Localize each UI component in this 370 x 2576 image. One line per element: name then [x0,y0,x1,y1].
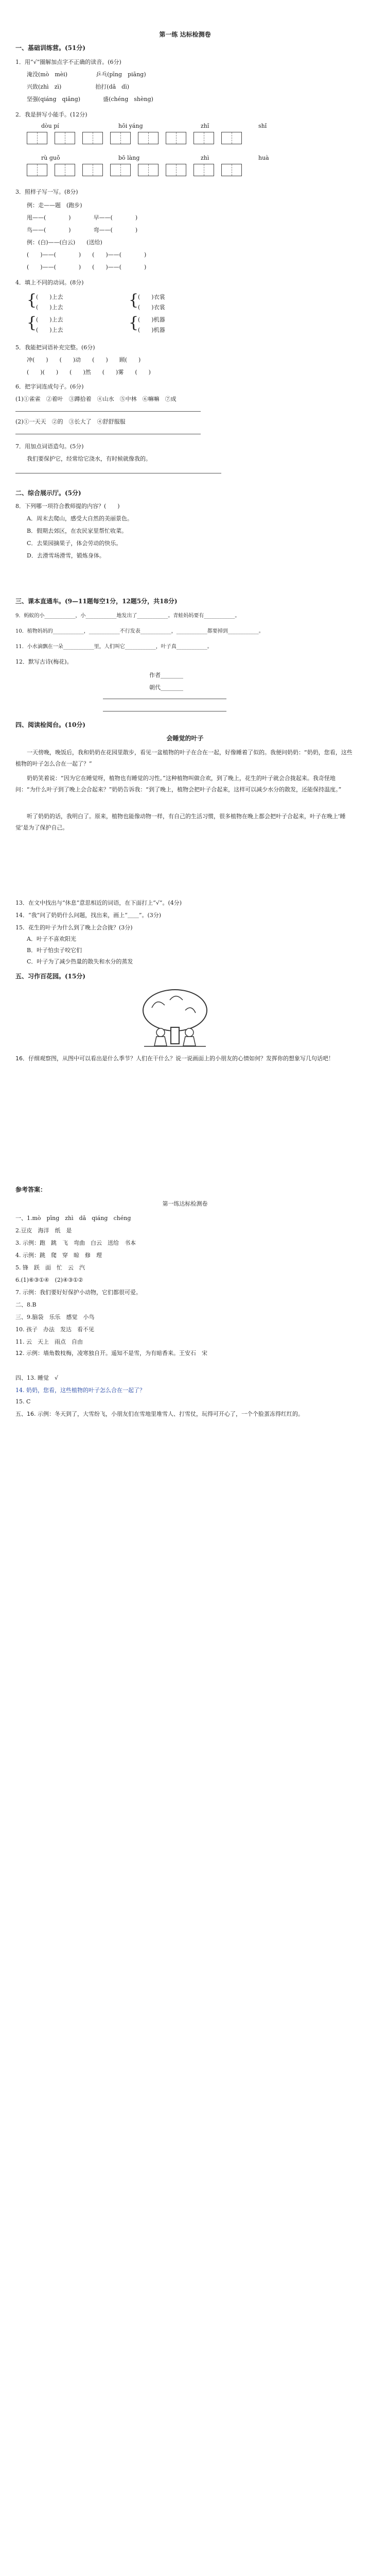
question-1-line-2: 兴致(zhì zì) 拍打(dǎ dì) [27,83,130,90]
question-4-item: ( )衣裳 [138,304,165,311]
brace-symbol: { [27,314,37,332]
question-6-stem: 6．把字词连成句子。(6分) [15,383,84,390]
pinyin-label: bō làng [118,155,140,161]
question-14: 14．“我”问了奶奶什么问题，找出来，画上“＿＿”。(3分) [15,912,162,919]
answer-9: 三、9.脑袋 乐乐 感觉 小鸟 [15,1314,95,1320]
question-4-stem: 4．填上不同的动词。(8分) [15,279,84,286]
writing-grid-row-1 [27,132,242,144]
section-heading-reading: 四、阅读检阅台。(10分) [15,721,86,728]
question-3-stem: 3．照样子写一写。(8分) [15,189,78,195]
pinyin-label: rù guǒ [41,155,60,161]
question-5-line-2: ( )( ) ( )然 ( )雾 ( ) [27,369,151,376]
writing-box[interactable] [110,132,131,144]
writing-box[interactable] [193,164,214,176]
writing-box[interactable] [166,164,186,176]
question-15-option-b[interactable]: B．叶子怕虫子咬它们 [27,947,82,954]
question-5-line-1: 冲( ) ( )动 ( ) 顾( ) [27,357,141,363]
answer-16: 五、16. 示例：冬天到了，大雪纷飞，小朋友们在雪地里堆雪人、打雪仗，玩得可开心了，一个个脸蛋冻得红红的。 [15,1411,304,1417]
writing-box[interactable] [166,132,186,144]
pinyin-label: shǐ [258,123,267,129]
pinyin-label: huà [258,155,269,161]
question-3-line-1: 甩——( ) 早——( ) [27,214,138,221]
writing-box[interactable] [55,132,75,144]
answer-line[interactable] [15,411,201,412]
answer-14: 14. 奶奶，您看，这些植物的叶子怎么合在一起了？ [15,1387,145,1394]
section-heading-comprehensive: 二、综合展示厅。(5分) [15,489,81,497]
question-4-item: ( )上去 [36,304,63,311]
answer-12: 12. 示例：墙角数枝梅，凌寒独自开。遥知不是雪，为有暗香来。王安石 宋 [15,1350,207,1357]
question-8-option-b[interactable]: B．假期去郊区，在农民家里帮忙收菜。 [27,528,128,534]
answer-6: 6.(1)⑥③①④ (2)④③①② [15,1277,83,1283]
question-3-line-4: ( )——( ) ( )——( ) [27,264,147,270]
section-heading-basics: 一、基础训练营。(51分) [15,44,86,52]
section-heading-textbook: 三、课本直通车。(9—11题每空1分，12题5分，共18分) [15,598,178,605]
answer-8: 二、8.B [15,1301,37,1308]
question-1-line-1: 淹没(mò mèi) 乒乓(pīng piāng) [27,71,146,78]
poem-dynasty: 朝代________ [149,684,183,691]
poem-author: 作者________ [149,672,183,679]
answer-7: 7. 示例：我们要好好保护小动物，它们都很可爱。 [15,1289,142,1296]
question-11: 11．小水滴飘在一朵____________里，人们叫它____________，叶子真____________。 [15,644,213,650]
writing-box[interactable] [221,164,242,176]
question-4-item: ( )上去 [36,316,63,323]
section-heading-writing: 五、习作百花园。(15分) [15,973,86,980]
question-15-option-c[interactable]: C．叶子为了减少热量的散失和水分的蒸发 [27,958,133,965]
question-7-line-1: 我们要保护它，经常给它浇水，有时候就像我的。 [27,455,151,462]
question-6-line-2: (2)①一天天 ②的 ③长大了 ④舒舒服服 [15,418,126,425]
question-3-line-3: ( )——( ) ( )——( ) [27,251,147,258]
brace-symbol: { [27,291,37,309]
answer-1: 一、1.mò pīng zhì dǎ qiáng chéng [15,1215,131,1222]
question-8-stem: 8．下列哪一项符合教师提的内容？( ) [15,503,120,510]
answer-13: 四、13. 睡觉 √ [15,1375,58,1381]
writing-box[interactable] [82,132,103,144]
answer-11: 11. 云 天上 雨点 自由 [15,1338,83,1345]
question-4-item: ( )机器 [138,316,165,323]
writing-box[interactable] [110,164,131,176]
question-12-stem: 12．默写古诗(梅花)。 [15,658,73,665]
brace-symbol: { [129,314,139,332]
writing-box[interactable] [138,164,158,176]
question-15-stem: 15．花生的叶子为什么到了晚上会合拢？(3分) [15,924,133,931]
page-title: 第一练 达标检测卷 [159,31,211,38]
story-paragraph-3: 听了奶奶的话，我明白了。原来，植物也能像动物一样，有自己的生活习惯，很多植物在晚上都会把叶子合起来，叶子在晚上‘睡觉’是为了保护自己。 [15,813,346,831]
pinyin-label: zhì [201,155,209,161]
question-15-option-a[interactable]: A．叶子不喜欢阳光 [27,936,76,942]
question-1-line-3: 坚强(qiáng qiǎng) 盛(chéng shèng) [27,96,153,103]
answers-title: 第一练达标检测卷 [162,1200,208,1207]
question-13: 13．在文中找出与“休息”意思相近的词语，在下面打上“√”。(4分) [15,900,182,906]
question-6-line-1: (1)①雀雀 ②着叶 ③蹲拾着 ④山水 ⑤中林 ⑥嘛嘛 ⑦成 [15,396,177,402]
writing-grid-row-2 [27,164,242,176]
answers-heading: 参考答案： [15,1186,47,1193]
question-4-item: ( )机器 [138,327,165,333]
writing-box[interactable] [193,132,214,144]
illustration-children-tree-icon [134,987,216,1049]
pinyin-label: hōi yáng [118,123,143,129]
brace-symbol: { [129,291,139,309]
writing-box[interactable] [55,164,75,176]
story-title: 会睡觉的叶子 [166,735,204,742]
question-16: 16．仔细观察图，从图中可以看出是什么季节？人们在干什么？说一说画面上的小朋友的心情如何？发挥你的想象写几句话吧！ [15,1055,334,1062]
question-4-item: ( )衣裳 [138,294,165,300]
question-8-option-a[interactable]: A．周末去爬山，感受大自然的美丽景色。 [27,515,133,522]
writing-box[interactable] [138,132,158,144]
question-3-example-2: 例：(白)——(白云) (送给) [27,239,102,246]
answer-10: 10. 孩子 办法 发达 看不见 [15,1326,94,1333]
writing-box[interactable] [27,132,47,144]
story-paragraph-2: 奶奶笑着说：“因为它在睡觉呀，植物也有睡觉的习性。”这种植物叫做合欢，到了晚上，花生的叶子就会合拢起来。我奇怪地问：“为什么叶子到了晚上会合起来？”奶奶告诉我：“到了晚上，植物会把叶子合起来，这样可以减少水分的散发，还能保持温度。” [15,775,342,793]
question-8-option-d[interactable]: D．去滑雪场滑雪，锻炼身体。 [27,552,105,559]
pinyin-label: dòu pí [41,123,59,129]
question-2-stem: 2．我是拼写小能手。(12分) [15,111,87,118]
question-9: 9．蚂蚁的小____________，小____________地发出了____________。青蛙妈妈要有____________。 [15,613,240,619]
story-paragraph-1: 一天傍晚，晚饭后，我和奶奶在花园里散步，看见一盆植物的叶子在合在一起，好像睡着了似的。我便问奶奶：“奶奶，您看，这些植物的叶子怎么合在一起了？” [15,749,353,767]
question-3-line-2: 鸟——( ) 弯——( ) [27,227,138,233]
writing-box[interactable] [27,164,47,176]
question-4-item: ( )上去 [36,327,63,333]
writing-box[interactable] [221,132,242,144]
answer-5: 5. 锋 跃 面 忙 云 汽 [15,1264,85,1271]
answer-2: 2.豆皮 海洋 纸 是 [15,1227,72,1234]
question-3-example-1: 例：走——题 (跑步) [27,202,82,209]
answer-3: 3. 示例：跑 跳 飞 弯曲 白云 送给 书本 [15,1240,136,1246]
question-8-option-c[interactable]: C．去果园摘果子，体会劳动的快乐。 [27,540,122,547]
writing-box[interactable] [82,164,103,176]
question-5-stem: 5．我能把词语补充完整。(6分) [15,344,95,351]
question-4-item: ( )上去 [36,294,63,300]
question-7-stem: 7．用加点词语造句。(5分) [15,443,84,450]
question-1-stem: 1．用“√”圈解加点字不正确的读音。(6分) [15,59,121,65]
question-10: 10．植物妈妈的____________，____________不行发表____________，____________都要掉到____________。 [15,629,264,634]
answer-15: 15. C [15,1398,31,1405]
answer-4: 4. 示例：跳 爬 穿 晾 修 理 [15,1252,102,1259]
pinyin-label: zhǐ [201,123,209,129]
